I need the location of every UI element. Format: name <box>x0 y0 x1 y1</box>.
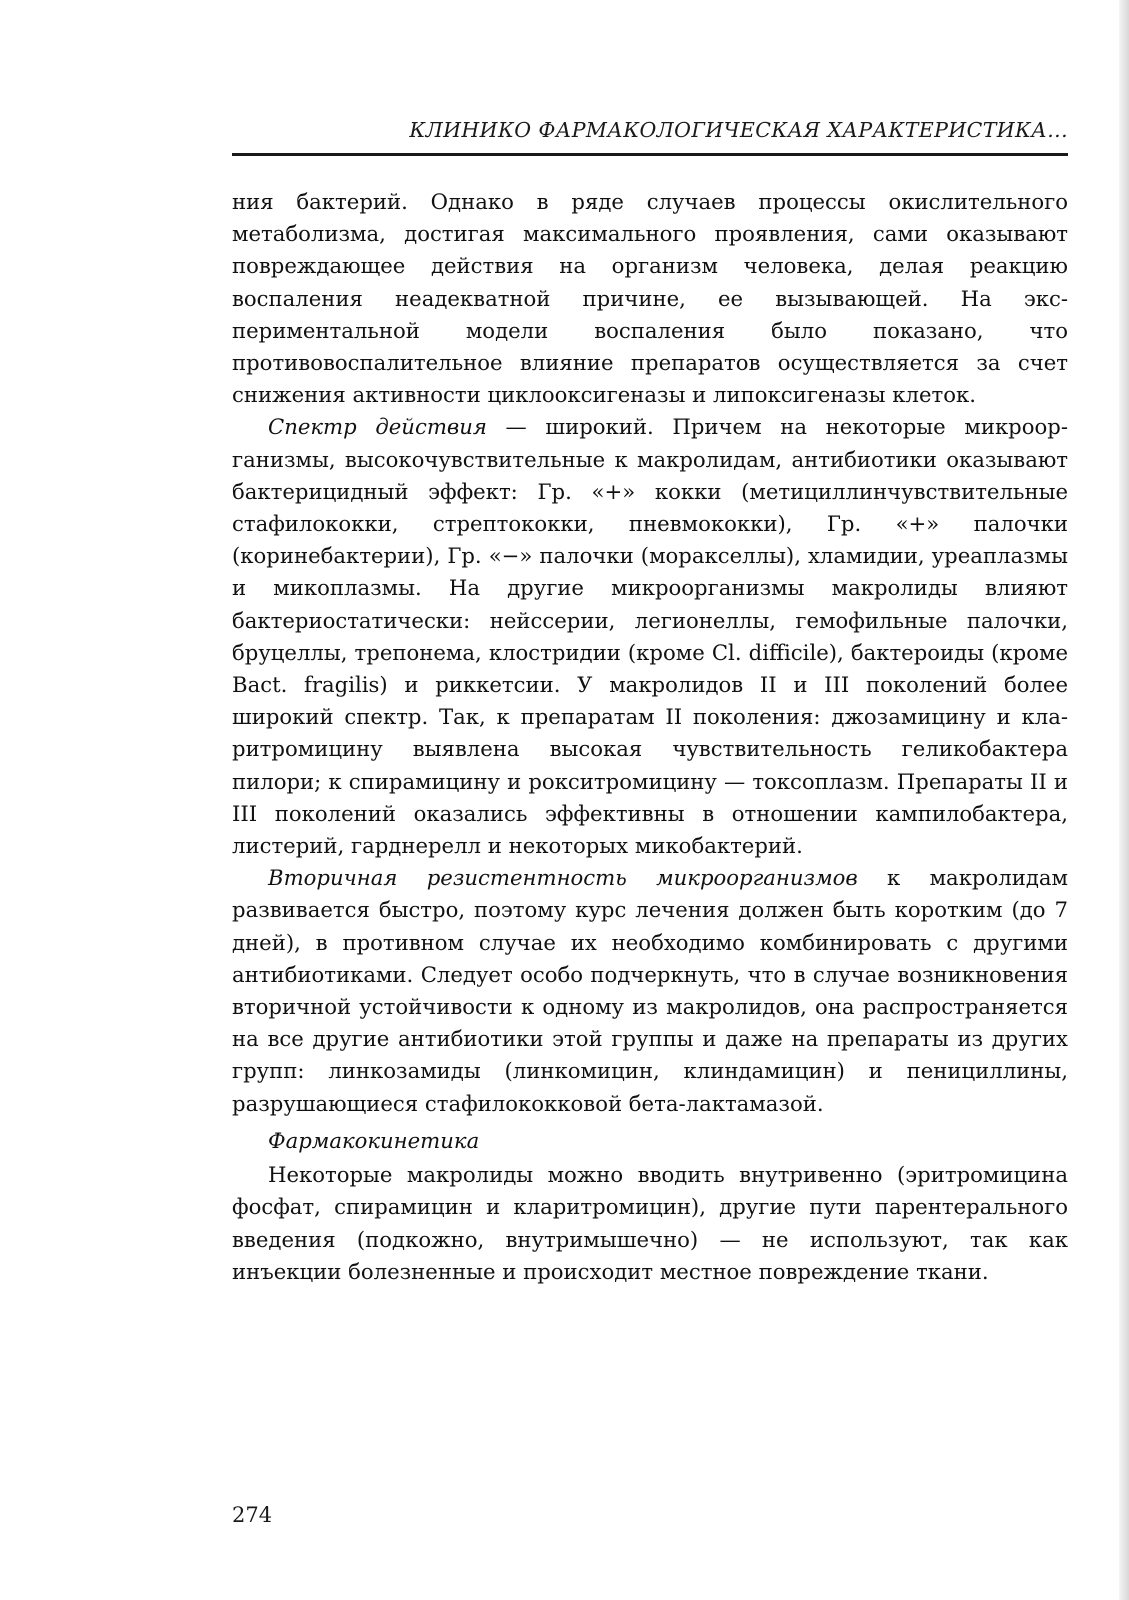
paragraph-resistance <box>232 862 1068 1120</box>
paragraph-pharmacokinetics <box>232 1159 1068 1288</box>
paragraph-text: — широкий. Причем на некоторые микроорганизмы, высокочувствительные к макролидам, антибиотики оказывают бактерицидный эффект: Гр. «+» кокки (метициллинчувствительные стафилококки, стрептококки, пневмококки), Гр. «+» палочки (коринебактерии), Гр. «−» палочки (моракселлы), хламидии, уреаплазмы и микоплазмы. На другие микроорганизмы макролиды влияют бактериостатически: нейссерии, легионеллы, гемофильные палочки, бруцеллы, трепонема, клостридии (кроме Cl. difficile), бактероиды (кроме Bact. fragilis) и риккетсии. У макролидов II и III поколений более широкий спектр. Так, к препаратам II поколения: джозамицину и кларитромицину выявлена высокая чувствительность геликобактера пилори; к спирамицину и рокситромицину — токсоплазм. Препараты II и III поколений оказались эффективны в отношении кампилобактера, листерий, гарднерелл и некоторых микобактерий. <box>232 414 1068 859</box>
paragraph-text: Некоторые макролиды можно вводить внутривенно (эритромицина фосфат, спирамицин и кларитромицин), другие пути парентерального введения (подкожно, внутримышечно) — не используют, так как инъекции болезненные и происходит местное повреждение ткани. <box>232 1162 1068 1284</box>
page-body <box>232 186 1068 1288</box>
header-rule <box>232 153 1068 156</box>
page-number: 274 <box>232 1503 273 1527</box>
paragraph-text: к макролидам развивается быстро, поэтому курс лечения должен быть коротким (до 7 дней), в противном случае их необходимо комбинировать с другими антибиотиками. Следует особо подчеркнуть, что в случае возникновения вторичной устойчивости к одному из макролидов, она распространяется на все другие антибиотики этой группы и даже на препараты из других групп: линкозамиды (линкомицин, клиндамицин) и пенициллины, разрушающиеся стафилококковой бета-лактамазой. <box>232 865 1068 1116</box>
paragraph-spectrum <box>232 411 1068 862</box>
paragraph-continuation <box>232 186 1068 411</box>
paragraph-text: ния бактерий. Однако в ряде случаев процессы окислительного метаболизма, достигая максимального проявления, сами оказывают повреждающее действия на организм человека, делая реакцию воспаления неадекватной причине, ее вызывающей. На экспериментальной модели воспаления было показано, что противовоспалительное влияние препаратов осуществляется за счет снижения активности циклооксигеназы и липоксигеназы клеток. <box>232 189 1068 408</box>
paragraph-lead-term: Спектр действия <box>268 414 487 440</box>
section-heading: Фармакокинетика <box>268 1127 480 1153</box>
page-edge-shadow <box>1119 0 1129 1600</box>
paragraph-lead-term: Вторичная резистентность микроорганизмов <box>268 865 858 891</box>
running-head-title: КЛИНИКО ФАРМАКОЛОГИЧЕСКАЯ ХАРАКТЕРИСТИКА... <box>409 118 1068 142</box>
